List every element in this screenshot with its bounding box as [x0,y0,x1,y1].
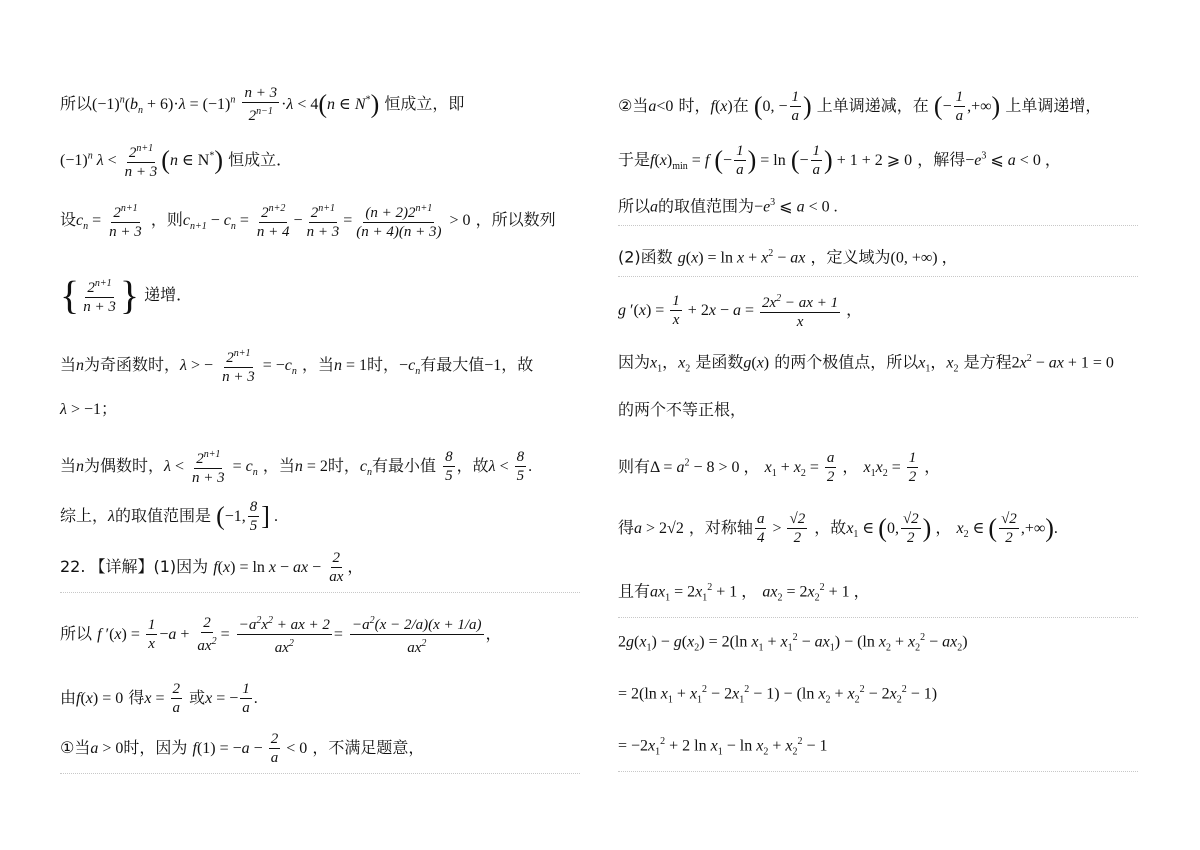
text: 时，因为 [123,738,188,757]
left-line-11: 由f(x) = 0 得x = $\frac{2}{a}$ 或x = − $\frac{1}{a}$ . [60,681,258,716]
text: ，定义域为 [810,247,891,267]
text: ，则 [150,210,183,229]
left-line-6: λ > −1； [60,399,117,418]
text: 时， [678,96,711,115]
text: ②当 [618,96,649,115]
text: (2)函数 [618,247,673,267]
text: 恒成立． [228,150,293,169]
left-line-12: ①当a > 0时，因为 f(1) = −a − $\frac{2}{a}$ < 0 ，不满足题意， [60,730,580,774]
text: 为偶数时， [84,456,165,475]
text: 的取值范围为 [658,196,755,216]
text: ， [662,352,679,372]
text: 得 [618,518,635,537]
text: 上单调递增， [1005,96,1102,115]
text: 当 [60,456,77,475]
text: 由 [60,688,77,707]
text: 时， [367,355,400,374]
right-line-2: 于是$f(x)_{min} = f$ (− $\frac{1}{a}$ ) = ln (− $\frac{1}{a}$ ) + 1 + 2 ⩾ 0 ，解得$-e^3$ ⩽ a < 0 ， [618,143,1061,178]
left-line-5: 当n为奇函数时，λ > − $\frac{2^{n+1}}{n + 3}$ = $-c_n$ ，当n = 1时，$-c_n$有最大值−1，故 [60,345,533,386]
left-line-7: 当n为偶数时，λ < $\frac{2^{n+1}}{n + 3}$ = $c_n$ ，当n = 2时，$c_n$有最小值 $\frac{8}{5}$ ，故λ < $\frac{8}{5}$ . [60,446,532,487]
text: 有最小值 [372,456,437,475]
right-line-4: (2)函数 $g(x) = \ln x + x^2$ − ax ，定义域为(0, +∞) ， [618,242,1138,277]
left-line-2: $(-1)^n$ λ < $\frac{2^{n+1}}{n + 3}$ (n ∈ N*) 恒成立． [60,140,292,181]
left-line-4: { $\frac{2^{n+1}}{n + 3}$ } 递增． [60,272,193,318]
text: ，对称轴 [688,518,753,537]
text: ，不满足题意， [312,738,425,757]
text: 时， [327,456,360,475]
text: ，故 [501,355,534,374]
right-line-5: g ′(x) = $\frac{1}{x}$ + 2x − a = $\frac{2x^2 - ax + 1}{x}$ ， [618,290,862,331]
text: 【详解】(1)因为 [89,557,209,576]
text: 的取值范围是 [114,506,211,525]
right-line-8: 则有$\Delta = a^2 - 8 > 0$ ， $x_1 + x_2$ = $\frac{a}{2}$ ， $x_1x_2$ = $\frac{1}{2}$ ， [618,450,941,485]
left-line-3: 设$c_n$ = $\frac{2^{n+1}}{n + 3}$ ，则$c_{n+1} - c_n$ = $\frac{2^{n+2}}{n + 4}$ − $\frac{2^{n+1}}{n + 3}$ = $\frac{(n + 2)2^{n+1}}{(n + 4)(n + 3)}$ > 0 ，所以数列 [60,200,556,241]
text: 22. [60,557,86,576]
right-line-7 [618,398,746,422]
text: 递增． [144,285,193,304]
text: 设 [60,210,77,229]
text: ，故 [456,456,489,475]
right-line-9: 得a > 2√2 ，对称轴 $\frac{a}{4}$ > $\frac{√2}{2}$ ，故$x_1$ ∈ (0, $\frac{√2}{2}$ ) ， $x_2$ ∈ ( $\frac{√2}{2}$ ,+∞). [618,511,1058,546]
text: ， [930,352,947,372]
right-line-10: 且有$ax_1 = 2x_1^2 + 1$ ， $ax_2 = 2x_2^2 + 1$ ， [618,576,1138,618]
left-line-1: 所以$(-1)^n(b_n + 6)\cdot\lambda = (-1)^n$ $\frac{n + 3}{2^{n-1}}$ ·λ < 4(n ∈ N*) 恒成立，即 [60,85,465,124]
text: ①当 [60,738,91,757]
text: 因为 [618,352,651,372]
text: ，当 [262,456,295,475]
text: 且有 [618,581,651,601]
text: 在 [732,96,749,115]
right-line-6: 因为$x_1$，$x_2$ 是函数g(x) 的两个极值点，所以$x_1$，$x_2$ 是方程$2x^2$ − ax + 1 = 0 [618,352,1114,375]
text: 的两个极值点，所以 [774,352,919,372]
text: 恒成立，即 [384,94,465,113]
text: 所以 [618,196,651,216]
text: 是函数 [695,352,744,372]
right-line-11: $2g(x_1) - g(x_2) = 2(\ln$ $x_1 + x_1^2 - ax_1) - (\ln$ $x_2 + x_2^2 - ax_2$) [618,632,968,654]
text: 的两个不等正根， [618,400,747,419]
text: 当 [60,355,77,374]
right-line-12: = 2(ln $x_1 + x_1^2 - 2x_1^2 - 1) - (\ln$ $x_2 + x_2^2 - 2x_2^2 - 1$) [618,684,938,706]
left-line-8: 综上，λ的取值范围是 (−1, $\frac{8}{5}$ ] . [60,499,278,534]
text: 综上， [60,506,109,525]
text: 或 [189,688,206,707]
text: ； [100,399,117,418]
text: 是方程 [963,352,1012,372]
text: 为奇函数时， [84,355,181,374]
text: ，故 [814,518,847,537]
text: 得 [128,688,145,707]
text: ，解得 [917,150,966,169]
right-line-13: = $-2x_1^2 + 2$ $\ln x_1 - \ln x_2 + x_2^2 - 1$ [618,730,1138,772]
text: 所以 [60,624,93,643]
left-line-10: 所以 f ′(x) = $\frac{1}{x}$ −a + $\frac{2}{ax^2}$ = $\frac{-a^2x^2 + ax + 2}{ax^2}$ = $\frac{-a^2(x - 2/a)(x + 1/a)}{ax^2}$ ， [60,612,502,657]
text: 有最大值 [420,355,485,374]
right-line-1: ②当a<0 时，f(x)在 (0, − $\frac{1}{a}$ ) 上单调递减，在 (− $\frac{1}{a}$ ,+∞) 上单调递增， [618,89,1102,124]
text: 则有 [618,457,651,476]
text: 所以 [60,94,93,113]
text: ，当 [301,355,334,374]
text: 上单调递减，在 [816,96,929,115]
text: 于是 [618,150,651,169]
left-line-9: 22. 【详解】(1)因为 f(x) = ln x − ax − $\frac{2}{ax}$ ， [60,549,580,593]
text: ，所以数列 [475,210,556,229]
right-line-3: 所以a的取值范围为$-e^3$ ⩽ a < 0 . [618,191,1138,226]
